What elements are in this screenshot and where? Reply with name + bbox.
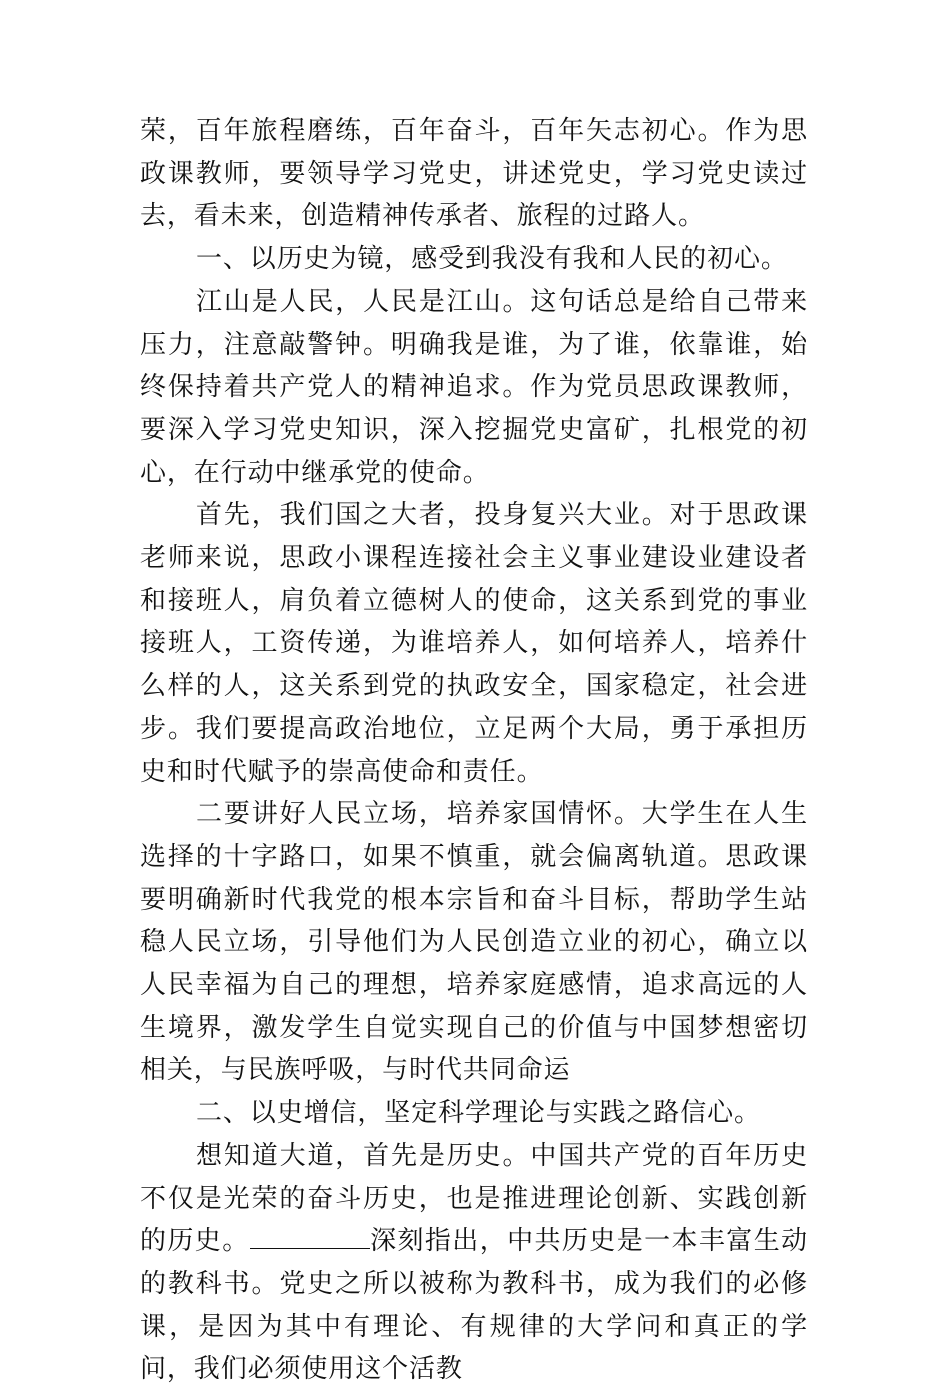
- paragraph-0: 荣，百年旅程磨练，百年奋斗，百年矢志初心。作为思政课教师，要领导学习党史，讲述党史，学习党史读过去，看未来，创造精神传承者、旅程的过路人。: [140, 116, 808, 232]
- paragraph-6-after-blank: 深刻指出，中共历史是一本丰富生动的教科书。党史之所以被称为教科书，成为我们的必修课，是因为其中有理论、有规律的大学问和真正的学问，我们必须使用这个活教: [140, 1226, 808, 1385]
- paragraph-4: 二要讲好人民立场，培养家国情怀。大学生在人生选择的十字路口，如果不慎重，就会偏离轨道。思政课要明确新时代我党的根本宗旨和奋斗目标，帮助学生站稳人民立场，引导他们为人民创造立业的初心，确立以人民幸福为自己的理想，培养家庭感情，追求高远的人生境界，激发学生自觉实现自己的价值与中国梦想密切相关，与民族呼吸，与时代共同命运: [140, 799, 808, 1086]
- paragraph-2: 江山是人民，人民是江山。这句话总是给自己带来压力，注意敲警钟。明确我是谁，为了谁，依靠谁，始终保持着共产党人的精神追求。作为党员思政课教师，要深入学习党史知识，深入挖掘党史富矿，扎根党的初心，在行动中继承党的使命。: [140, 286, 808, 488]
- paragraph-3: 首先，我们国之大者，投身复兴大业。对于思政课老师来说，思政小课程连接社会主义事业建设业建设者和接班人，肩负着立德树人的使命，这关系到党的事业接班人，工资传递，为谁培养人，如何培养人，培养什么样的人，这关系到党的执政安全，国家稳定，社会进步。我们要提高政治地位，立足两个大局，勇于承担历史和时代赋予的崇高使命和责任。: [140, 500, 808, 787]
- paragraph-6-before-blank: 想知道大道，首先是历史。中国共产党的百年历史不仅是光荣的奋斗历史，也是推进理论创新、实践创新的历史。: [140, 1140, 808, 1257]
- heading-section-2: 二、以史增信，坚定科学理论与实践之路信心。: [196, 1098, 761, 1129]
- fill-in-blank-continued: [292, 1226, 370, 1249]
- paragraph-6: [140, 1135, 808, 1391]
- heading-section-1: 一、以历史为镜，感受到我没有我和人民的初心。: [196, 244, 788, 275]
- fill-in-blank: [250, 1226, 292, 1249]
- document-page: [140, 110, 808, 1391]
